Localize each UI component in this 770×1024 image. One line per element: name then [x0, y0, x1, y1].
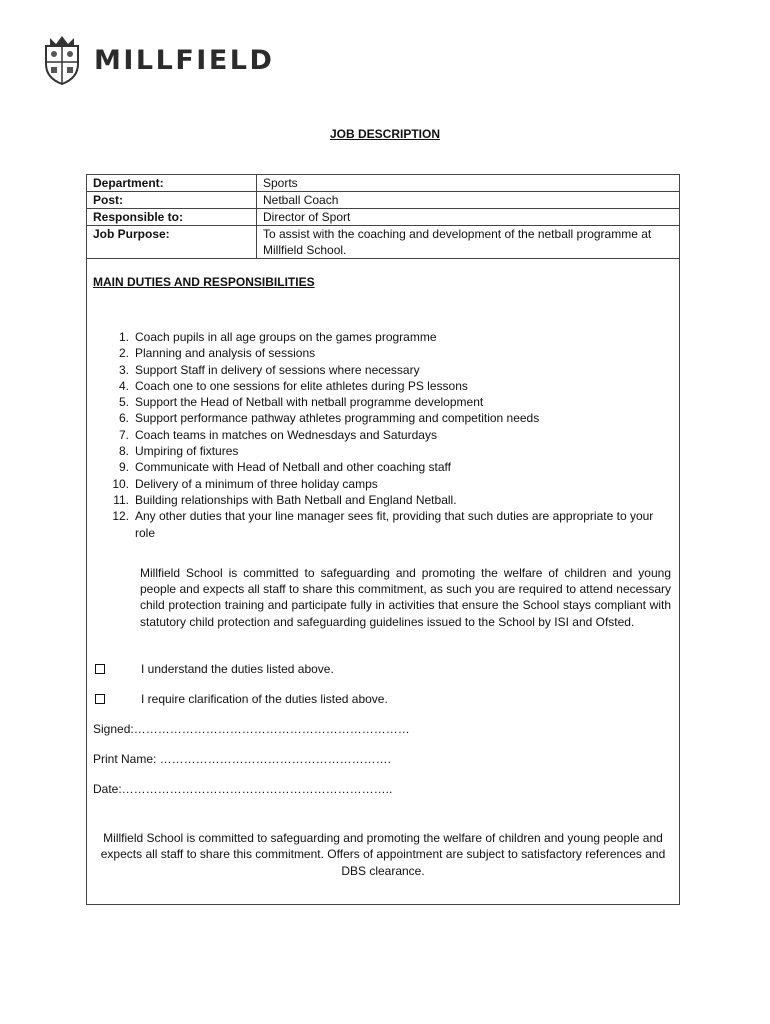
crest-icon: [40, 34, 84, 86]
item-text: Delivery of a minimum of three holiday camps: [135, 476, 378, 491]
signed-field[interactable]: Signed:……………………………………………………………: [93, 722, 410, 737]
item-number: 12.: [112, 509, 129, 524]
item-text: Coach pupils in all age groups on the games programme: [135, 330, 437, 344]
info-label: Department:: [87, 175, 257, 191]
item-number: 9.: [118, 460, 129, 475]
list-item: [87, 329, 679, 345]
list-item: [87, 345, 679, 361]
item-number: 10.: [112, 476, 129, 491]
list-item: [87, 459, 679, 475]
job-description-box: [86, 174, 680, 905]
list-item: [87, 443, 679, 459]
list-item: [87, 362, 679, 378]
info-label: Post:: [87, 192, 257, 208]
safeguarding-paragraph: Millfield School is committed to safeguarding and promoting the welfare of children and young people and expects all staff to share this commitment, as such you are required to attend necessary child protection training and participate fully in activities that ensure the School stays compliant with statutory child protection and safeguarding guidelines issued to the School by ISI and Ofsted.: [140, 565, 671, 629]
brand-name: MILLFIELD: [94, 44, 275, 76]
item-text: Umpiring of fixtures: [135, 444, 239, 459]
item-text: Communicate with Head of Netball and other coaching staff: [135, 460, 451, 475]
list-item: [87, 394, 679, 410]
list-item: [87, 378, 679, 394]
item-text: Support the Head of Netball with netball programme development: [135, 395, 484, 410]
checkbox-icon[interactable]: [95, 664, 105, 674]
checkbox-label: I require clarification of the duties listed above.: [141, 692, 388, 707]
date-field[interactable]: Date:…………………………………………………………..: [93, 782, 393, 797]
item-number: 8.: [118, 444, 129, 459]
item-number: 2.: [118, 346, 129, 361]
info-value: Sports: [263, 176, 298, 190]
info-row-department: [87, 175, 679, 192]
list-item: [87, 492, 679, 508]
page-title: JOB DESCRIPTION: [329, 127, 440, 141]
footer-statement: Millfield School is committed to safeguarding and promoting the welfare of children and young people and expects all staff to share this commitment. Offers of appointment are subject to satisfactory references and DBS clearance.: [100, 831, 666, 878]
list-item: [87, 476, 679, 492]
item-text: Planning and analysis of sessions: [135, 346, 316, 361]
item-text: Support performance pathway athletes programming and competition needs: [135, 411, 540, 426]
item-text: Coach one to one sessions for elite athletes during PS lessons: [135, 378, 468, 393]
item-number: 5.: [118, 395, 129, 410]
checkbox-icon[interactable]: [95, 694, 105, 704]
info-label: Job Purpose:: [87, 226, 257, 258]
print-name-field[interactable]: Print Name: ………………………………………………….: [93, 752, 392, 767]
list-item: [87, 410, 679, 426]
item-number: 11.: [113, 492, 129, 507]
info-row-job-purpose: [87, 226, 679, 259]
item-number: 4.: [118, 378, 129, 393]
info-value: Netball Coach: [263, 193, 339, 207]
info-row-responsible-to: [87, 209, 679, 226]
list-item: [87, 508, 679, 541]
item-number: 6.: [118, 411, 129, 426]
checkbox-clarification[interactable]: [95, 692, 679, 706]
item-number: 7.: [118, 427, 129, 442]
info-row-post: [87, 192, 679, 209]
checkbox-understand[interactable]: [95, 662, 679, 676]
list-item: [87, 427, 679, 443]
item-text: Any other duties that your line manager sees fit, providing that such duties are appropriate to your role: [135, 509, 654, 540]
info-label: Responsible to:: [87, 209, 257, 225]
item-text: Support Staff in delivery of sessions where necessary: [135, 362, 420, 377]
info-value: Director of Sport: [263, 210, 351, 224]
duties-list: [87, 329, 679, 541]
item-number: 3.: [118, 362, 129, 377]
header-logo: [40, 34, 274, 86]
item-number: 1.: [118, 330, 129, 344]
item-text: Coach teams in matches on Wednesdays and Saturdays: [135, 427, 437, 442]
item-text: Building relationships with Bath Netball and England Netball.: [135, 492, 457, 507]
info-value: To assist with the coaching and development of the netball programme at Millfield School.: [263, 227, 652, 257]
checkbox-label: I understand the duties listed above.: [141, 662, 334, 677]
duties-heading: MAIN DUTIES AND RESPONSIBILITIES: [93, 275, 315, 289]
